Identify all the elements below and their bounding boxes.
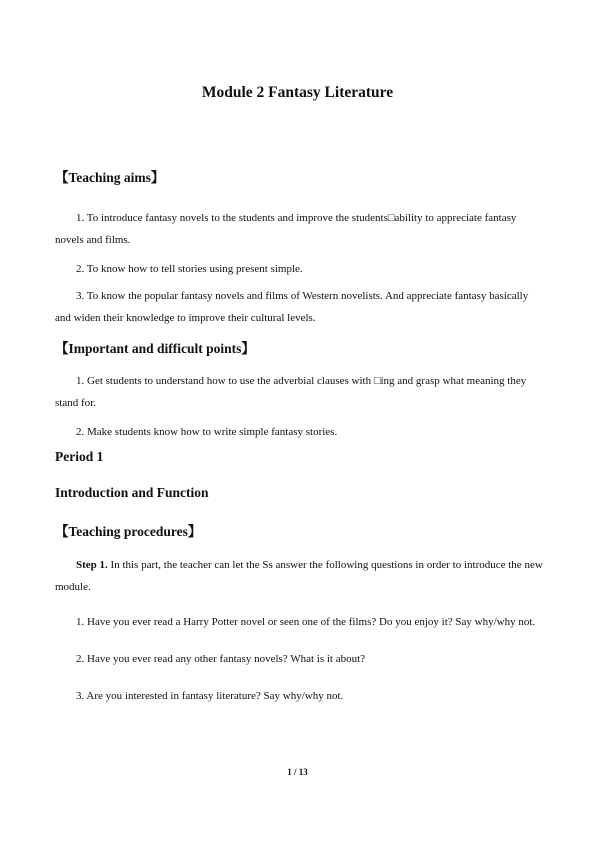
- period-heading: Period 1: [55, 449, 104, 464]
- important-point-item: 1. Get students to understand how to use the adverbial clauses with □ing and grasp what meaning they stand for.: [55, 375, 527, 409]
- step-text: In this part, the teacher can let the Ss answer the following questions in order to introduce the new module.: [55, 559, 543, 593]
- question-item: 3. Are you interested in fantasy literature? Say why/why not.: [76, 690, 344, 702]
- section-heading-teaching-aims: 【Teaching aims】: [55, 170, 165, 185]
- teaching-aim-item: 1. To introduce fantasy novels to the students and improve the students□ability to appreciate fantasy novels and films.: [55, 212, 517, 246]
- important-point-item: 2. Make students know how to write simple fantasy stories.: [76, 426, 338, 438]
- section-heading-important-points: 【Important and difficult points】: [55, 341, 255, 356]
- question-item: 1. Have you ever read a Harry Potter novel or seen one of the films? Do you enjoy it? Say why/why not.: [76, 616, 536, 628]
- step-label: Step 1.: [76, 559, 108, 571]
- section-heading-procedures: 【Teaching procedures】: [55, 524, 202, 539]
- step-paragraph: [55, 554, 545, 598]
- question-item: 2. Have you ever read any other fantasy novels? What is it about?: [76, 653, 366, 665]
- page-title: Module 2 Fantasy Literature: [201, 84, 394, 101]
- teaching-aim-item: 2. To know how to tell stories using present simple.: [76, 263, 303, 275]
- important-points-list: [55, 370, 545, 443]
- questions-list: [55, 611, 545, 707]
- page-number: 1 / 13: [287, 767, 308, 777]
- teaching-aim-item: 3. To know the popular fantasy novels and films of Western novelists. And appreciate fantasy basically and widen their knowledge to improve their cultural levels.: [55, 290, 529, 324]
- teaching-aims-list: [55, 207, 545, 329]
- subtitle-heading: Introduction and Function: [55, 485, 209, 500]
